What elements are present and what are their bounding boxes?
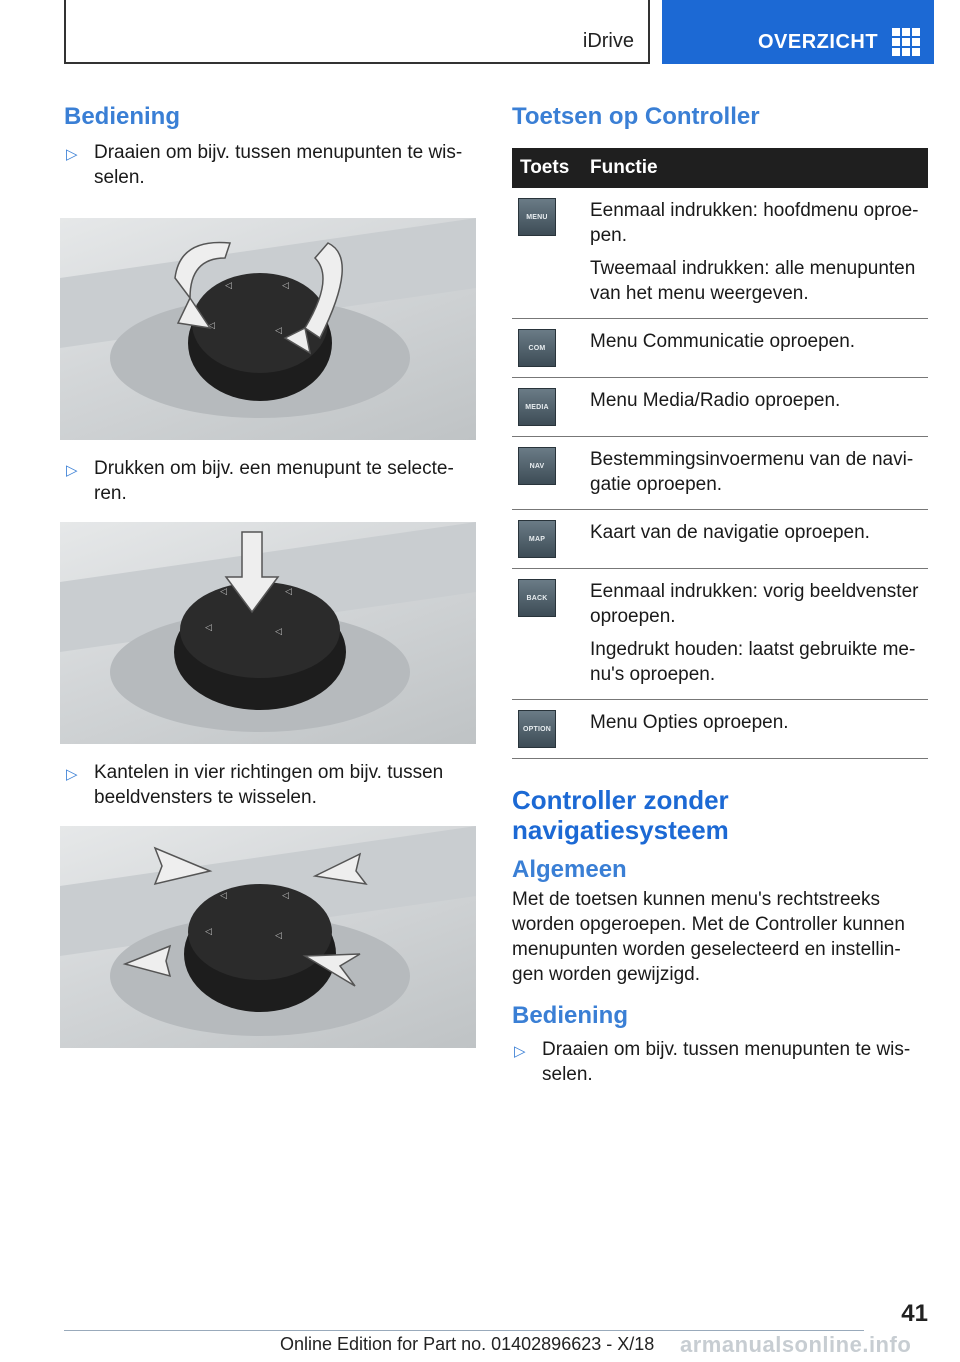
- table-cell-text: Tweemaal indrukken: alle menupunten van het menu weergeven.: [590, 258, 916, 304]
- grid-icon[interactable]: [892, 28, 920, 54]
- table-row: [512, 319, 928, 378]
- table-row: [512, 700, 928, 759]
- svg-text:◁: ◁: [208, 320, 215, 330]
- svg-text:◁: ◁: [205, 622, 212, 632]
- back-key-icon: BACK: [518, 579, 556, 617]
- com-key-icon: COM: [518, 329, 556, 367]
- footer-edition: Online Edition for Part no. 01402896623 - X/18: [280, 1334, 655, 1354]
- bullet-tilt: [64, 760, 476, 810]
- table-row: [512, 188, 928, 319]
- bullet-press: [64, 456, 476, 506]
- watermark: armanualsonline.info: [680, 1332, 912, 1357]
- controller-press-photo: [60, 522, 476, 744]
- triangle-bullet-icon: ▷: [66, 146, 78, 163]
- svg-text:◁: ◁: [205, 926, 212, 936]
- controller-tilt-photo: [60, 826, 476, 1048]
- subheading-general: Algemeen: [512, 856, 627, 883]
- header-section-box: [64, 0, 650, 64]
- svg-text:◁: ◁: [275, 626, 282, 636]
- svg-text:◁: ◁: [220, 586, 227, 596]
- table-cell-text: Menu Media/Radio oproepen.: [590, 390, 841, 411]
- map-key-icon: MAP: [518, 520, 556, 558]
- table-cell-text: Bestemmingsinvoermenu van de navi-gatie oproepen.: [590, 449, 914, 495]
- triangle-bullet-icon: ▷: [514, 1043, 526, 1060]
- media-key-icon: MEDIA: [518, 388, 556, 426]
- table-header-key: Toets: [512, 148, 582, 188]
- table-cell-text: Menu Opties oproepen.: [590, 712, 789, 733]
- table-header-function: Functie: [582, 148, 928, 188]
- bullet-text: Kantelen in vier richtingen om bijv. tussen beeldvensters te wisselen.: [94, 762, 444, 808]
- table-row: [512, 510, 928, 569]
- right-heading: Toetsen op Controller: [512, 103, 760, 130]
- left-heading: Bediening: [64, 103, 181, 130]
- svg-text:◁: ◁: [225, 280, 232, 290]
- table-row: [512, 569, 928, 700]
- nav-key-icon: NAV: [518, 447, 556, 485]
- bullet-rotate-2: [512, 1037, 928, 1087]
- triangle-bullet-icon: ▷: [66, 766, 78, 783]
- table-cell-text: Menu Communicatie oproepen.: [590, 331, 856, 352]
- triangle-bullet-icon: ▷: [66, 462, 78, 479]
- bullet-text: Draaien om bijv. tussen menupunten te wis-selen.: [542, 1039, 911, 1085]
- controller-rotate-photo: [60, 218, 476, 440]
- section-title: iDrive: [582, 30, 634, 52]
- section-heading-no-nav: Controller zonder navigatiesysteem: [512, 785, 729, 845]
- general-paragraph: Met de toetsen kunnen menu's rechtstreeks worden opgeroepen. Met de Controller kunnen menupunten worden geselecteerd en instellin-gen worden gewijzigd.: [512, 889, 905, 985]
- menu-key-icon: MENU: [518, 198, 556, 236]
- svg-text:◁: ◁: [282, 280, 289, 290]
- subheading-operation: Bediening: [512, 1002, 629, 1029]
- bullet-text: Drukken om bijv. een menupunt te selecte-ren.: [94, 458, 454, 504]
- svg-text:◁: ◁: [275, 930, 282, 940]
- table-row: [512, 437, 928, 510]
- svg-text:◁: ◁: [220, 890, 227, 900]
- table-header-row: [512, 148, 928, 188]
- chapter-label: OVERZICHT: [758, 31, 879, 53]
- chapter-tab[interactable]: [662, 0, 934, 64]
- right-column: [512, 100, 928, 1087]
- controller-keys-table: [512, 148, 928, 759]
- table-cell-text: Kaart van de navigatie oproepen.: [590, 522, 870, 543]
- table-cell-text: Eenmaal indrukken: hoofdmenu oproe-pen.: [590, 200, 919, 246]
- table-cell-text: Eenmaal indrukken: vorig beeldvenster oproepen.: [590, 581, 919, 627]
- left-column: [64, 100, 476, 1048]
- footer-divider: [64, 1330, 864, 1331]
- option-key-icon: OPTION: [518, 710, 556, 748]
- svg-text:◁: ◁: [282, 890, 289, 900]
- bullet-rotate: [64, 140, 476, 190]
- bullet-text: Draaien om bijv. tussen menupunten te wis-selen.: [94, 142, 463, 188]
- table-cell-text: Ingedrukt houden: laatst gebruikte me-nu's oproepen.: [590, 639, 916, 685]
- svg-text:◁: ◁: [285, 586, 292, 596]
- svg-text:◁: ◁: [275, 325, 282, 335]
- page-number: 41: [901, 1300, 928, 1327]
- table-row: [512, 378, 928, 437]
